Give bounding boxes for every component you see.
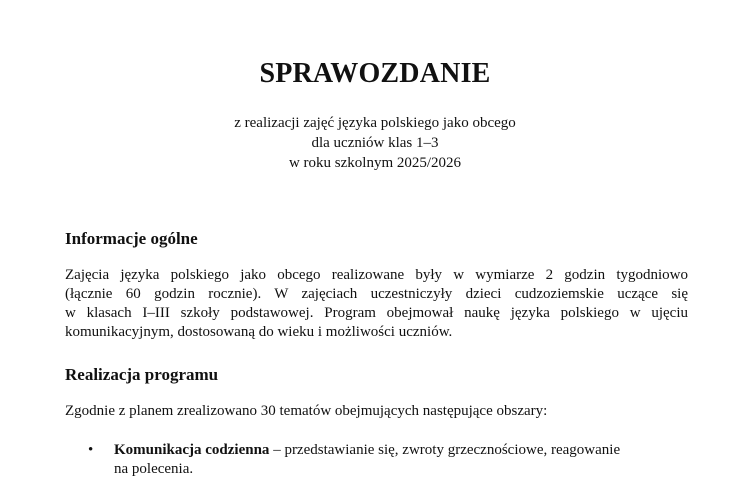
paragraph-line: (łącznie 60 godzin rocznie). W zajęciach uczestniczyły dzieci cudzoziemskie uczące się <box>65 286 688 302</box>
subtitle-line: z realizacji zajęć języka polskiego jako obcego <box>234 115 516 131</box>
paragraph-line: w klasach I–III szkoły podstawowej. Program obejmował naukę języka polskiego w ujęciu <box>65 305 688 321</box>
bullet-line: na polecenia. <box>114 461 194 477</box>
section-paragraph-program-realization <box>65 402 688 421</box>
paragraph-line: Zajęcia języka polskiego jako obcego realizowane były w wymiarze 2 godzin tygodniowo <box>65 267 688 283</box>
section-heading-general-info: Informacje ogólne <box>65 229 198 248</box>
paragraph-line: Zgodnie z planem zrealizowano 30 tematów obejmujących następujące obszary: <box>65 403 548 419</box>
document-subtitle <box>0 113 750 173</box>
subtitle-line: dla uczniów klas 1–3 <box>311 135 439 151</box>
paragraph-line: komunikacyjnym, dostosowaną do wieku i możliwości uczniów. <box>65 324 453 340</box>
section-paragraph-general-info <box>65 266 688 342</box>
bullet-line <box>114 441 674 460</box>
bullet-description: – przedstawianie się, zwroty grzecznościowe, reagowanie <box>269 442 621 458</box>
bullet-term: Komunikacja codzienna <box>114 442 270 458</box>
bullet-dot-icon: • <box>88 442 94 458</box>
section-heading-program-realization: Realizacja programu <box>65 365 219 384</box>
document-title: SPRAWOZDANIE <box>259 58 491 89</box>
subtitle-line: w roku szkolnym 2025/2026 <box>288 155 462 171</box>
bullet-text <box>114 441 674 479</box>
